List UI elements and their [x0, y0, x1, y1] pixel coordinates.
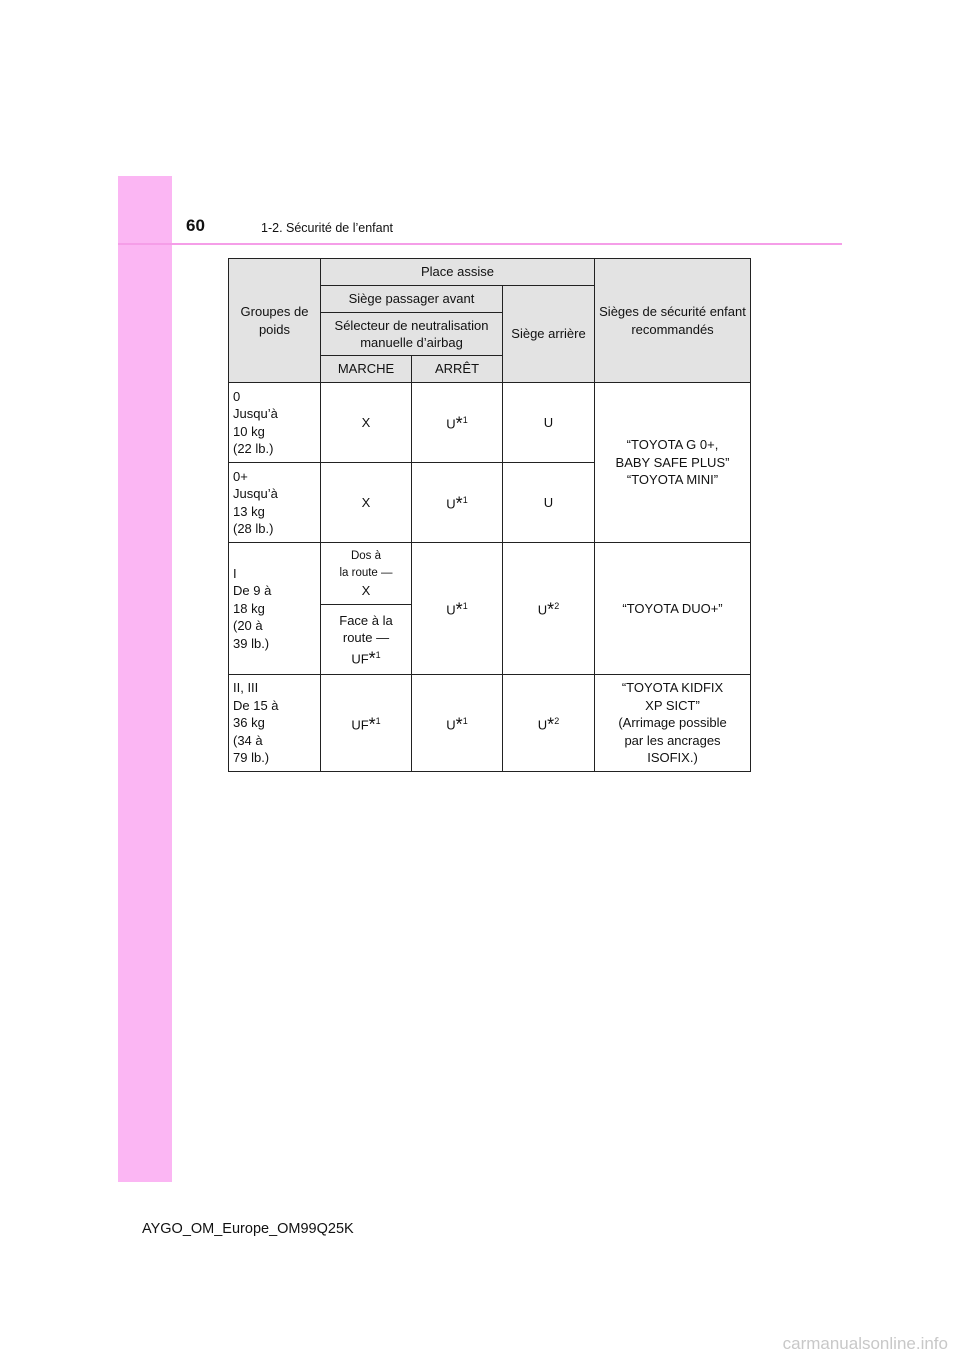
recommended-cell: “TOYOTA KIDFIX XP SICT” (Arrimage possible par les ancrages ISOFIX.): [595, 675, 751, 772]
header-front-seat: Siège passager avant: [321, 286, 503, 313]
rear-cell: U*$^2$: [503, 543, 595, 675]
page-number: 60: [186, 216, 205, 235]
table-row: [229, 543, 751, 605]
asterisk-icon: *: [368, 647, 376, 668]
on-forward-facing-cell: Face à la route — UF*$^1$: [321, 605, 412, 675]
asterisk-icon: *: [547, 713, 555, 734]
header-seating: Place assise: [321, 259, 595, 286]
group-cell: 0+ Jusqu’à 13 kg (28 lb.): [229, 463, 321, 543]
child-seat-compatibility-table: [228, 258, 751, 772]
header-airbag-selector: Sélecteur de neutralisation manuelle d’airbag: [321, 313, 503, 356]
recommended-cell: “TOYOTA G 0+, BABY SAFE PLUS” “TOYOTA MINI”: [595, 383, 751, 543]
on-rear-facing-cell: Dos à la route — X: [321, 543, 412, 605]
table-row: [229, 675, 751, 772]
header-groups: Groupes de poids: [229, 259, 321, 383]
section-title: 1-2. Sécurité de l’enfant: [261, 221, 394, 235]
asterisk-icon: *: [455, 599, 463, 620]
off-cell: U*$^1$: [412, 463, 503, 543]
header-recommended: Sièges de sécurité enfant recommandés: [595, 259, 751, 383]
asterisk-icon: *: [368, 713, 376, 734]
asterisk-icon: *: [455, 493, 463, 514]
group-cell: 0 Jusqu’à 10 kg (22 lb.): [229, 383, 321, 463]
group-cell: II, III De 15 à 36 kg (34 à 79 lb.): [229, 675, 321, 772]
asterisk-icon: *: [547, 599, 555, 620]
rear-cell: U: [503, 383, 595, 463]
header-off: ARRÊT: [412, 356, 503, 383]
on-cell: X: [321, 383, 412, 463]
header-on: MARCHE: [321, 356, 412, 383]
recommended-cell: “TOYOTA DUO+”: [595, 543, 751, 675]
header-rear-seat: Siège arrière: [503, 286, 595, 383]
table-row: [229, 383, 751, 463]
watermark: carmanualsonline.info: [782, 1334, 948, 1353]
rear-cell: U*$^2$: [503, 675, 595, 772]
document-id: AYGO_OM_Europe_OM99Q25K: [142, 1221, 354, 1237]
off-cell: U*$^1$: [412, 543, 503, 675]
off-cell: U*$^1$: [412, 675, 503, 772]
on-cell: X: [321, 463, 412, 543]
header-rule: [118, 243, 842, 245]
on-cell: UF*$^1$: [321, 675, 412, 772]
asterisk-icon: *: [455, 413, 463, 434]
rear-cell: U: [503, 463, 595, 543]
off-cell: U*$^1$: [412, 383, 503, 463]
asterisk-icon: *: [455, 713, 463, 734]
sidebar-tab: [118, 176, 172, 1182]
group-cell: I De 9 à 18 kg (20 à 39 lb.): [229, 543, 321, 675]
